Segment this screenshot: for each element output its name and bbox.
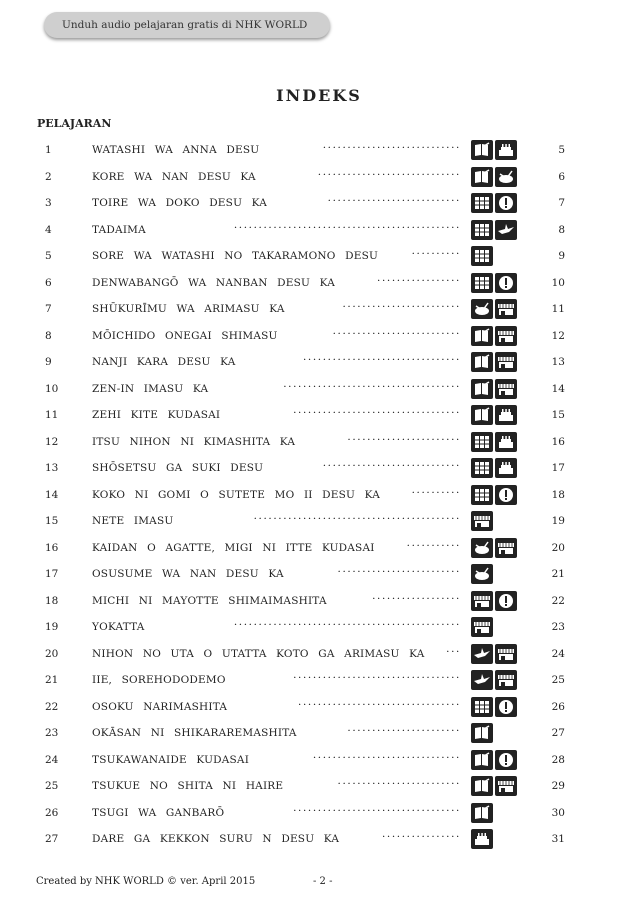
lesson-title: OSOKU NARIMASHITA — [92, 700, 228, 713]
grid-icon — [471, 246, 493, 266]
lesson-page: 19 — [551, 515, 565, 527]
lesson-page: 27 — [551, 727, 565, 739]
lesson-icons — [471, 538, 517, 558]
lesson-title: KAIDAN O AGATTE, MIGI NI ITTE KUDASAI — [92, 541, 375, 554]
lesson-row — [0, 190, 638, 217]
sushi-icon — [495, 167, 517, 187]
sushi-icon — [471, 299, 493, 319]
lesson-page: 18 — [551, 488, 565, 501]
grid-icon — [471, 220, 493, 240]
lesson-title: ITSU NIHON NI KIMASHITA KA — [92, 435, 296, 448]
dot-leader: ··························· — [327, 195, 461, 207]
dot-leader: ······················· — [347, 433, 461, 446]
lesson-row — [0, 535, 638, 562]
book-icon — [471, 352, 493, 372]
shop-icon — [495, 379, 517, 399]
lesson-title: WATASHI WA ANNA DESU — [92, 144, 260, 156]
exclamation-icon — [495, 591, 517, 611]
dot-leader: ···························· — [322, 460, 461, 472]
dot-leader: ····························· — [317, 168, 461, 181]
lesson-row — [0, 826, 638, 853]
grid-icon — [471, 485, 493, 505]
lesson-number: 7 — [45, 303, 52, 315]
page-title: INDEKS — [276, 86, 362, 105]
dot-leader: ································ — [302, 354, 461, 366]
exclamation-icon — [495, 697, 517, 717]
lesson-title: KOKO NI GOMI O SUTETE MO II DESU KA — [92, 488, 381, 501]
lesson-title: DARE GA KEKKON SURU N DESU KA — [92, 833, 340, 845]
lesson-row — [0, 747, 638, 774]
lesson-row — [0, 800, 638, 827]
shop-icon — [495, 538, 517, 558]
lesson-page: 11 — [551, 303, 565, 315]
lesson-title: TSUKAWANAIDE KUDASAI — [92, 753, 250, 766]
lesson-page: 21 — [551, 568, 565, 580]
lesson-row — [0, 720, 638, 747]
book-icon — [471, 750, 493, 770]
lesson-row — [0, 243, 638, 270]
banner-text: Unduh audio pelajaran gratis di NHK WORLD — [62, 19, 308, 31]
lesson-page: 26 — [551, 700, 565, 713]
lesson-number: 5 — [45, 250, 52, 262]
lesson-number: 27 — [45, 833, 59, 845]
lesson-icons — [471, 458, 517, 478]
shop-icon — [495, 299, 517, 319]
exclamation-icon — [495, 193, 517, 213]
lesson-icons — [471, 432, 517, 452]
cake-icon — [495, 458, 517, 478]
dot-leader: ················ — [381, 831, 461, 843]
dot-leader: ································· — [298, 698, 461, 711]
lesson-number: 25 — [45, 780, 59, 792]
shop-icon — [471, 617, 493, 637]
dot-leader: ························· — [337, 566, 461, 578]
lesson-row — [0, 561, 638, 588]
lesson-row — [0, 349, 638, 376]
shop-icon — [495, 352, 517, 372]
lesson-number: 12 — [45, 435, 59, 448]
lesson-number: 16 — [45, 541, 59, 554]
lesson-number: 17 — [45, 568, 59, 580]
footer-credit: Created by NHK WORLD © ver. April 2015 — [36, 876, 256, 887]
lesson-row — [0, 455, 638, 482]
dot-leader: ·················· — [372, 592, 461, 605]
lesson-page: 25 — [551, 674, 565, 686]
lesson-page: 16 — [551, 435, 565, 448]
lesson-row — [0, 641, 638, 668]
book-icon — [471, 405, 493, 425]
book-icon — [471, 326, 493, 346]
lesson-number: 20 — [45, 647, 59, 660]
lesson-row — [0, 694, 638, 721]
lesson-number: 24 — [45, 753, 59, 766]
lesson-icons — [471, 405, 517, 425]
shop-icon — [495, 644, 517, 664]
lesson-icons — [471, 723, 493, 743]
lesson-icons — [471, 591, 517, 611]
lesson-number: 18 — [45, 594, 59, 607]
lesson-icons — [471, 776, 517, 796]
grid-icon — [471, 458, 493, 478]
cake-icon — [495, 432, 517, 452]
lesson-row — [0, 217, 638, 244]
lesson-number: 2 — [45, 170, 52, 183]
lesson-row — [0, 270, 638, 297]
lesson-icons — [471, 803, 493, 823]
exclamation-icon — [495, 750, 517, 770]
lesson-icons — [471, 644, 517, 664]
exclamation-icon — [495, 273, 517, 293]
lesson-page: 15 — [551, 409, 565, 421]
lesson-page: 30 — [551, 806, 565, 819]
grid-icon — [471, 432, 493, 452]
download-banner — [44, 12, 330, 38]
lesson-page: 13 — [551, 356, 565, 368]
dot-leader: ·································· — [293, 804, 461, 817]
lesson-title: MŌICHIDO ONEGAI SHIMASU — [92, 329, 278, 342]
lesson-title: TADAIMA — [92, 223, 146, 236]
lesson-icons — [471, 379, 517, 399]
grid-icon — [471, 273, 493, 293]
lesson-icons — [471, 220, 517, 240]
sushi-icon — [471, 564, 493, 584]
lesson-row — [0, 773, 638, 800]
lesson-icons — [471, 352, 517, 372]
lesson-icons — [471, 193, 517, 213]
book-icon — [471, 140, 493, 160]
lesson-title: TOIRE WA DOKO DESU KA — [92, 197, 268, 209]
lesson-title: NIHON NO UTA O UTATTA KOTO GA ARIMASU KA — [92, 647, 425, 660]
lesson-page: 10 — [551, 276, 565, 289]
lesson-page: 20 — [551, 541, 565, 554]
lesson-page: 24 — [551, 647, 565, 660]
lesson-row — [0, 296, 638, 323]
lesson-icons — [471, 697, 517, 717]
lesson-number: 4 — [45, 223, 52, 236]
dot-leader: ··· — [446, 645, 461, 658]
book-icon — [471, 379, 493, 399]
lesson-title: NANJI KARA DESU KA — [92, 356, 236, 368]
lesson-title: SHŌSETSU GA SUKI DESU — [92, 462, 264, 474]
cake-icon — [495, 405, 517, 425]
book-icon — [471, 167, 493, 187]
lesson-icons — [471, 167, 517, 187]
lesson-page: 12 — [551, 329, 565, 342]
dot-leader: ·············································· — [233, 619, 461, 631]
lesson-number: 15 — [45, 515, 59, 527]
lesson-title: TSUKUE NO SHITA NI HAIRE — [92, 780, 284, 792]
lesson-list — [0, 137, 638, 853]
dot-leader: ···································· — [283, 380, 461, 393]
footer-page-number: - 2 - — [313, 876, 333, 887]
lesson-row — [0, 164, 638, 191]
lesson-icons — [471, 485, 517, 505]
lesson-row — [0, 323, 638, 350]
lesson-number: 10 — [45, 382, 59, 395]
dot-leader: ·········· — [411, 486, 461, 499]
grid-icon — [471, 697, 493, 717]
lesson-row — [0, 667, 638, 694]
dot-leader: ·································· — [293, 407, 461, 419]
lesson-page: 23 — [551, 621, 565, 633]
book-icon — [471, 723, 493, 743]
lesson-number: 13 — [45, 462, 59, 474]
dot-leader: ·········· — [411, 248, 461, 260]
lesson-row — [0, 588, 638, 615]
lesson-icons — [471, 511, 493, 531]
lesson-row — [0, 482, 638, 509]
book-icon — [471, 776, 493, 796]
lesson-title: KORE WA NAN DESU KA — [92, 170, 256, 183]
lesson-icons — [471, 750, 517, 770]
dot-leader: ························· — [337, 778, 461, 790]
shop-icon — [471, 591, 493, 611]
dot-leader: ·········································· — [253, 513, 461, 525]
dot-leader: ···························· — [322, 142, 461, 154]
lesson-row — [0, 429, 638, 456]
lesson-title: IIE, SOREHODODEMO — [92, 674, 226, 686]
dot-leader: ························ — [342, 301, 461, 313]
lesson-title: SHŪKURĪMU WA ARIMASU KA — [92, 303, 285, 315]
lesson-title: NETE IMASU — [92, 515, 174, 527]
lesson-number: 23 — [45, 727, 59, 739]
dot-leader: ·············································· — [233, 221, 461, 234]
lesson-page: 6 — [558, 170, 565, 183]
dot-leader: ·································· — [293, 672, 461, 684]
lesson-page: 8 — [558, 223, 565, 236]
lesson-number: 11 — [45, 409, 59, 421]
lesson-icons — [471, 670, 517, 690]
lesson-number: 21 — [45, 674, 59, 686]
lesson-number: 22 — [45, 700, 59, 713]
shop-icon — [495, 670, 517, 690]
dot-leader: ·························· — [332, 327, 461, 340]
lesson-title: OKĀSAN NI SHIKARAREMASHITA — [92, 727, 297, 739]
lesson-icons — [471, 326, 517, 346]
lesson-page: 22 — [551, 594, 565, 607]
cake-icon — [495, 140, 517, 160]
exclamation-icon — [495, 485, 517, 505]
lesson-page: 7 — [558, 197, 565, 209]
lesson-title: DENWABANGŌ WA NANBAN DESU KA — [92, 276, 335, 289]
lesson-number: 8 — [45, 329, 52, 342]
shop-icon — [495, 776, 517, 796]
lesson-page: 9 — [558, 250, 565, 262]
lesson-number: 3 — [45, 197, 52, 209]
sushi-icon — [471, 538, 493, 558]
lesson-icons — [471, 299, 517, 319]
lesson-icons — [471, 617, 493, 637]
crane-icon — [471, 670, 493, 690]
lesson-number: 14 — [45, 488, 59, 501]
lesson-title: YOKATTA — [92, 621, 145, 633]
lesson-icons — [471, 564, 493, 584]
lesson-page: 31 — [551, 833, 565, 845]
lesson-number: 6 — [45, 276, 52, 289]
lesson-page: 17 — [551, 462, 565, 474]
book-icon — [471, 803, 493, 823]
lesson-icons — [471, 829, 493, 849]
lesson-title: TSUGI WA GANBARŌ — [92, 806, 225, 819]
lesson-page: 14 — [551, 382, 565, 395]
shop-icon — [471, 511, 493, 531]
dot-leader: ······························ — [312, 751, 461, 764]
lesson-page: 28 — [551, 753, 565, 766]
lesson-title: MICHI NI MAYOTTE SHIMAIMASHITA — [92, 594, 327, 607]
cake-icon — [471, 829, 493, 849]
lesson-row — [0, 402, 638, 429]
lesson-number: 26 — [45, 806, 59, 819]
crane-icon — [471, 644, 493, 664]
crane-icon — [495, 220, 517, 240]
dot-leader: ······················· — [347, 725, 461, 737]
lesson-icons — [471, 246, 493, 266]
dot-leader: ················· — [377, 274, 461, 287]
lesson-title: SORE WA WATASHI NO TAKARAMONO DESU — [92, 250, 379, 262]
lesson-row — [0, 614, 638, 641]
dot-leader: ··········· — [406, 539, 461, 552]
lesson-page: 5 — [558, 144, 565, 156]
grid-icon — [471, 193, 493, 213]
lesson-number: 9 — [45, 356, 52, 368]
lesson-row — [0, 376, 638, 403]
lesson-title: OSUSUME WA NAN DESU KA — [92, 568, 284, 580]
lesson-icons — [471, 273, 517, 293]
section-heading: PELAJARAN — [37, 117, 112, 130]
lesson-page: 29 — [551, 780, 565, 792]
shop-icon — [495, 326, 517, 346]
lesson-number: 19 — [45, 621, 59, 633]
lesson-title: ZEHI KITE KUDASAI — [92, 409, 221, 421]
lesson-number: 1 — [45, 144, 52, 156]
lesson-icons — [471, 140, 517, 160]
lesson-row — [0, 137, 638, 164]
lesson-title: ZEN-IN IMASU KA — [92, 382, 209, 395]
lesson-row — [0, 508, 638, 535]
